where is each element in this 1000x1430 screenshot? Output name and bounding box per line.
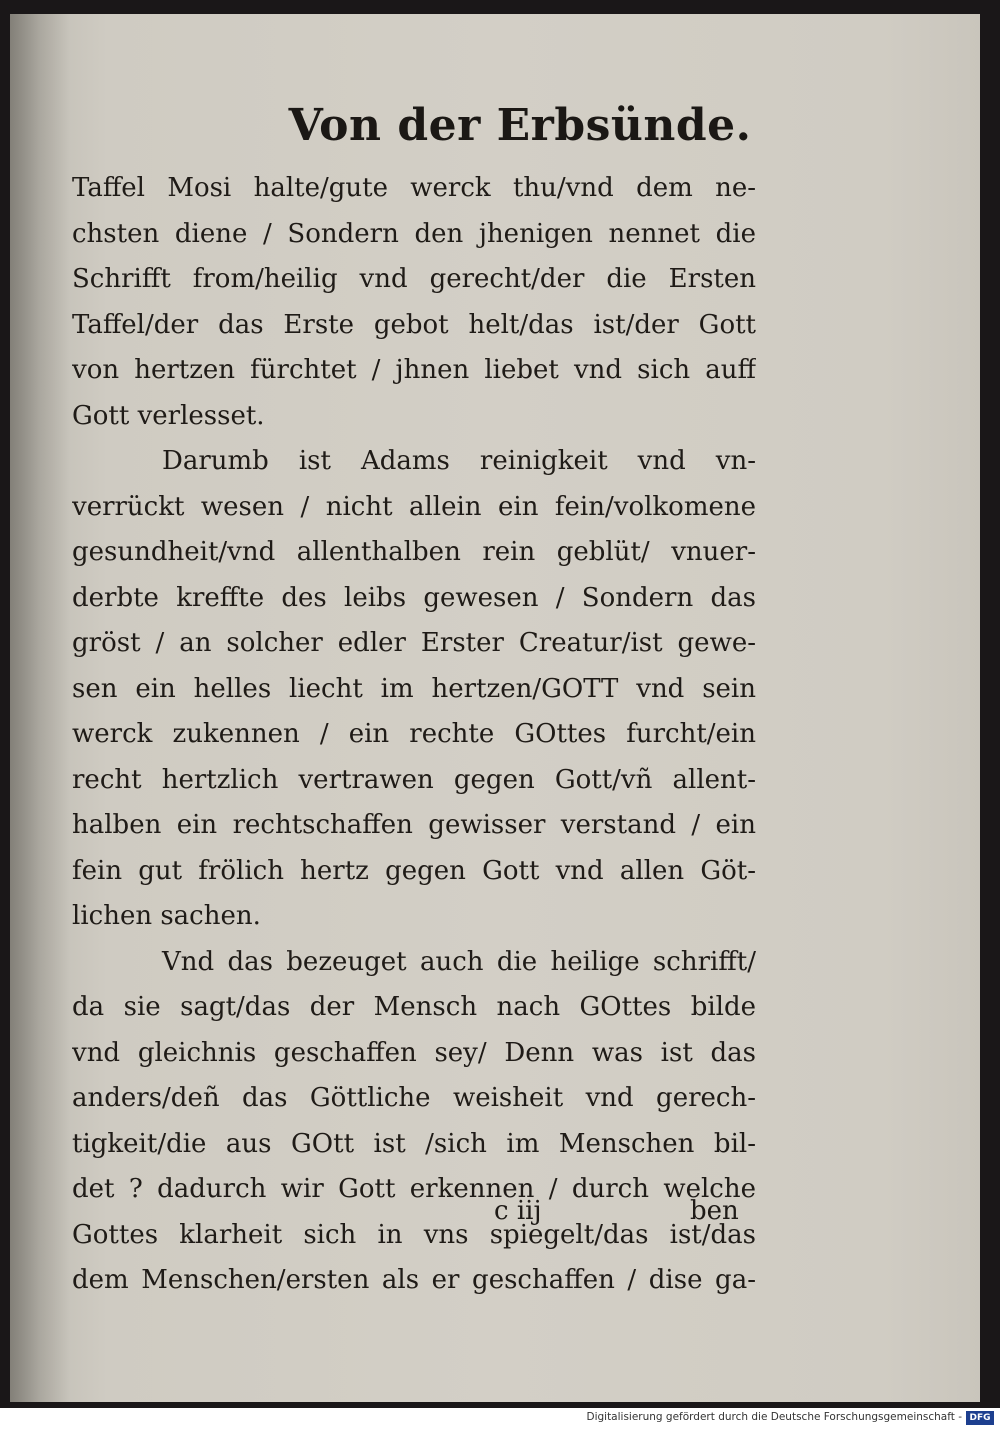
funding-credit: Digitalisierung gefördert durch die Deutsche Forschungsgemeinschaft - (586, 1411, 962, 1423)
text-line: verrückt wesen / nicht allein ein fein/volkomene (72, 491, 756, 522)
dfg-logo-icon: DFG (966, 1411, 994, 1425)
text-line: Taffel Mosi halte/gute werck thu/vnd dem ne- (72, 173, 756, 203)
catchword: ben (690, 1196, 739, 1226)
text-line: chsten diene / Sondern den jhenigen nennet die (72, 218, 756, 249)
running-head: Von der Erbsünde. (288, 100, 752, 151)
text-line: gröst / an solcher edler Erster Creatur/ist gewe- (72, 628, 756, 658)
catch-row (0, 1196, 1000, 1242)
text-line: vnd gleichnis geschaffen sey/ Denn was ist das (72, 1037, 756, 1068)
text-line: Gottes klarheit sich in vns spiegelt/das ist/das (72, 1219, 756, 1250)
text-line: tigkeit/die aus GOtt ist /sich im Menschen bil- (72, 1128, 756, 1159)
text-line: Darumb ist Adams reinigkeit vnd vn- (162, 446, 756, 476)
text-line: det ? dadurch wir Gott erkennen / durch welche (72, 1174, 756, 1204)
text-line: recht hertzlich vertrawen gegen Gott/vñ allent- (72, 764, 756, 795)
text-line: gesundheit/vnd allenthalben rein geblüt/ vnuer- (72, 537, 756, 567)
body-text (72, 166, 756, 1304)
text-line: von hertzen fürchtet / jhnen liebet vnd sich auff (72, 355, 756, 385)
signature-mark: c iij (494, 1196, 542, 1226)
text-line: Schrifft from/heilig vnd gerecht/der die Ersten (72, 264, 756, 294)
footer-strip (0, 1408, 1000, 1430)
text-line: lichen sachen. (72, 901, 261, 931)
text-line: halben ein rechtschaffen gewisser verstand / ein (72, 810, 756, 840)
text-line: derbte kreffte des leibs gewesen / Sondern das (72, 582, 756, 613)
text-line: werck zukennen / ein rechte GOttes furcht/ein (72, 719, 756, 749)
text-line: Gott verlesset. (72, 400, 265, 431)
text-line: anders/deñ das Göttliche weisheit vnd gerech- (72, 1083, 756, 1113)
text-line: Taffel/der das Erste gebot helt/das ist/der Gott (72, 309, 756, 340)
text-line: sen ein helles liecht im hertzen/GOTT vnd sein (72, 673, 756, 704)
text-line: fein gut frölich hertz gegen Gott vnd allen Göt- (72, 855, 756, 886)
text-line: dem Menschen/ersten als er geschaffen / dise ga- (72, 1265, 756, 1295)
text-line: da sie sagt/das der Mensch nach GOttes bilde (72, 992, 756, 1022)
gutter-shadow (10, 14, 70, 1402)
text-line: Vnd das bezeuget auch die heilige schrifft/ (162, 946, 756, 977)
